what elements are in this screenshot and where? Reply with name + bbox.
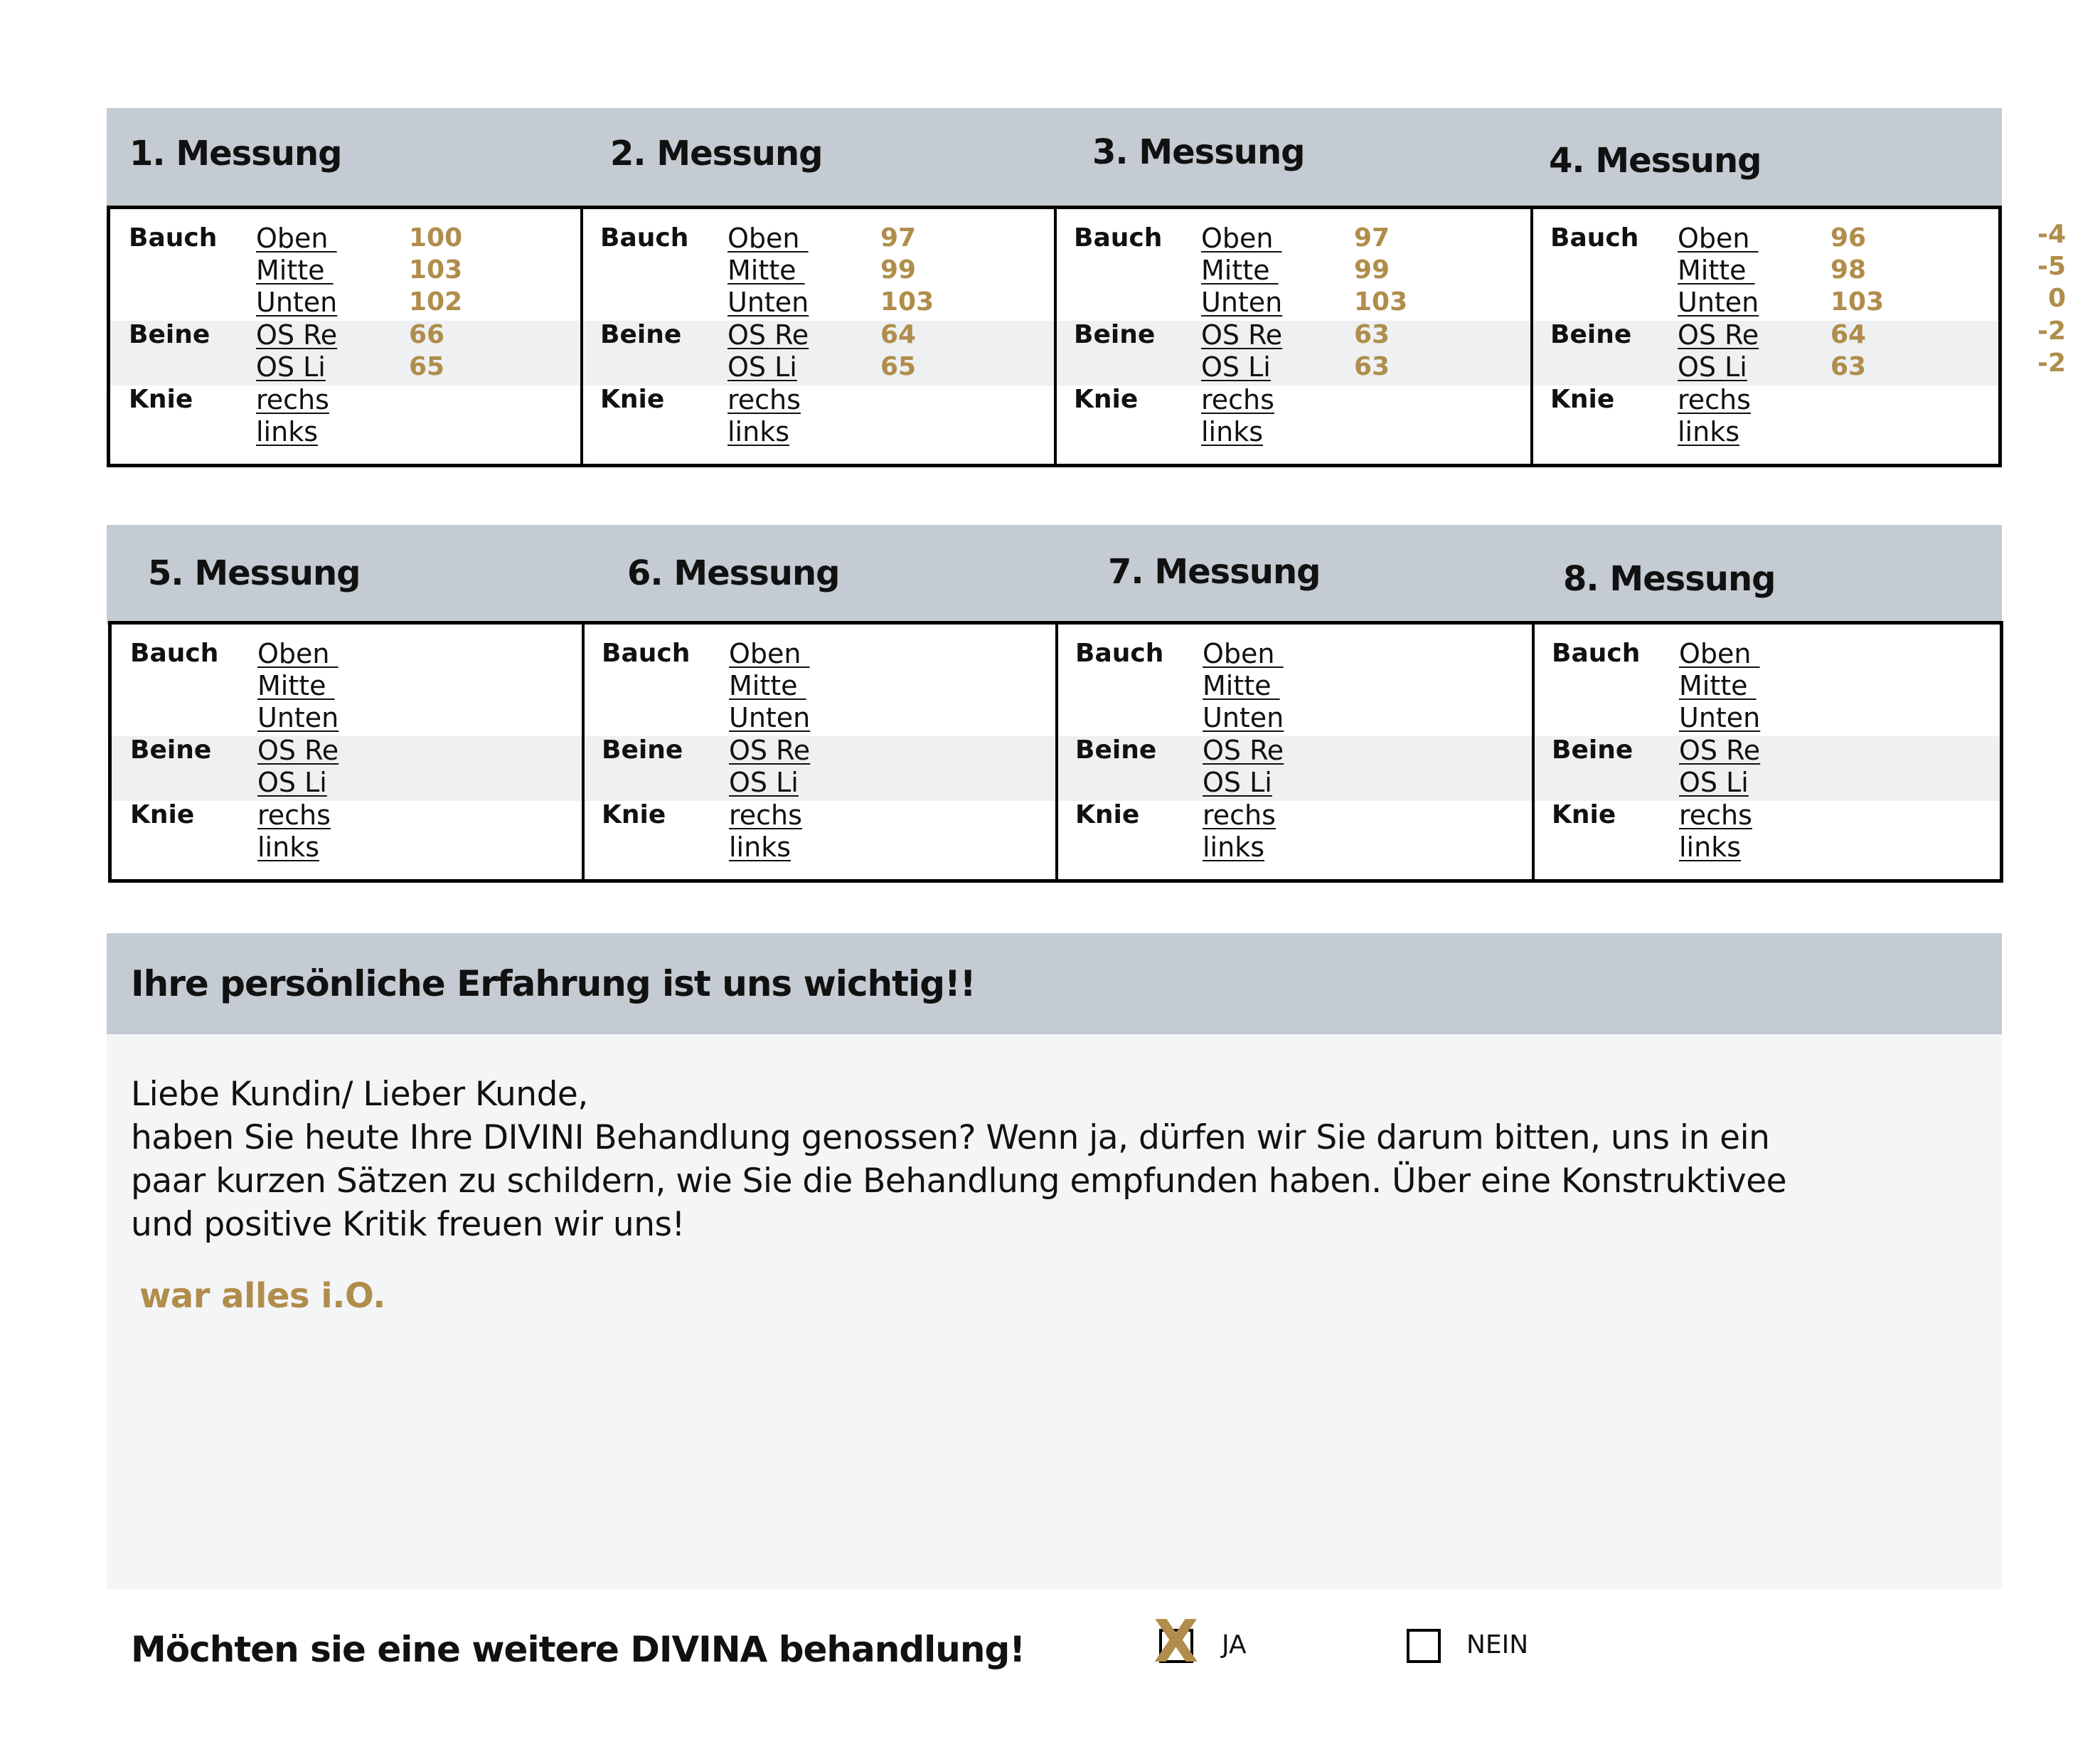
measurement-title-3: 3. Messung — [1092, 132, 1305, 172]
category-label: Bauch — [1074, 223, 1163, 253]
measurement-value[interactable]: 99 — [880, 255, 917, 285]
measurement-value[interactable]: 66 — [409, 320, 445, 349]
measurement-row — [1533, 734, 2000, 767]
row-label: Mitte — [257, 670, 335, 701]
measurement-value[interactable]: 97 — [1354, 223, 1390, 253]
row-label: OS Li — [729, 767, 799, 798]
category-label: Beine — [1552, 735, 1633, 765]
feedback-answer[interactable]: war alles i.O. — [139, 1276, 385, 1316]
row-label: rechs — [729, 799, 802, 831]
measurement-value[interactable]: 103 — [409, 255, 463, 285]
row-label: OS Li — [256, 351, 326, 383]
measurement-title-2: 2. Messung — [610, 134, 823, 174]
category-label: Beine — [1074, 320, 1156, 349]
yes-check-mark: X — [1153, 1608, 1199, 1676]
measurement-row — [583, 637, 1057, 670]
row-label: OS Re — [1203, 735, 1284, 766]
measurement-value[interactable]: 100 — [409, 223, 463, 253]
row-label: Mitte — [729, 670, 806, 701]
feedback-area[interactable] — [107, 1034, 2002, 1589]
row-label: links — [727, 416, 790, 447]
measurement-row — [1057, 734, 1533, 767]
category-label: Bauch — [602, 639, 691, 668]
row-label: Mitte — [1679, 670, 1757, 701]
feedback-line: Liebe Kundin/ Lieber Kunde, — [131, 1075, 588, 1114]
row-label: Oben — [1679, 638, 1760, 669]
measurement-column-8 — [1533, 625, 2000, 879]
row-label: Oben — [256, 223, 337, 254]
measurement-table-2 — [108, 621, 2003, 883]
difference-column — [0, 206, 2100, 467]
measurement-title-1: 1. Messung — [129, 134, 342, 174]
row-label: rechs — [727, 384, 801, 415]
measurement-value[interactable]: 103 — [880, 287, 934, 317]
measurement-value[interactable]: 64 — [1830, 320, 1867, 349]
row-label: Mitte — [1203, 670, 1280, 701]
no-checkbox[interactable] — [1407, 1629, 1441, 1663]
row-label: links — [1678, 416, 1740, 447]
category-label: Knie — [602, 800, 666, 829]
row-label: Unten — [257, 702, 339, 733]
category-label: Bauch — [1550, 223, 1639, 253]
measurement-row — [1057, 637, 1533, 670]
measurement-value[interactable]: 102 — [409, 287, 463, 317]
category-label: Beine — [1075, 735, 1157, 765]
measurement-row — [1057, 766, 1533, 799]
measurement-title-8: 8. Messung — [1563, 559, 1776, 599]
measurement-row — [1533, 701, 2000, 734]
row-label: Mitte — [1201, 255, 1279, 286]
measurement-value[interactable]: 96 — [1830, 223, 1867, 253]
measurement-value[interactable]: 65 — [409, 352, 445, 381]
row-label: Mitte — [727, 255, 805, 286]
category-label: Knie — [1074, 385, 1139, 414]
measurement-title-7: 7. Messung — [1108, 552, 1321, 592]
feedback-header — [107, 933, 2002, 1034]
measurement-row — [112, 799, 583, 831]
row-label: Oben — [729, 638, 810, 669]
measurement-title-5: 5. Messung — [148, 553, 361, 593]
category-label: Knie — [1552, 800, 1616, 829]
row-label: OS Re — [729, 735, 811, 766]
measurement-value[interactable]: 63 — [1354, 320, 1390, 349]
measurement-row — [112, 734, 583, 767]
measurement-header-band-1 — [107, 108, 2002, 208]
category-label: Knie — [1075, 800, 1140, 829]
measurement-value[interactable]: 98 — [1830, 255, 1867, 285]
measurement-column-7 — [1057, 625, 1533, 879]
measurement-row — [1533, 831, 2000, 864]
row-label: Unten — [729, 702, 811, 733]
row-label: Oben — [257, 638, 339, 669]
row-label: OS Re — [257, 735, 339, 766]
measurement-row — [112, 766, 583, 799]
row-label: OS Re — [1201, 319, 1283, 351]
row-label: rechs — [1678, 384, 1751, 415]
measurement-row — [583, 831, 1057, 864]
row-label: OS Li — [1678, 351, 1747, 383]
row-label: OS Li — [1203, 767, 1272, 798]
feedback-intro-text — [131, 1073, 1951, 1246]
row-label: OS Re — [256, 319, 338, 351]
measurement-value[interactable]: 97 — [880, 223, 917, 253]
category-label: Beine — [1550, 320, 1632, 349]
difference-value: -4 — [2037, 220, 2066, 249]
row-label: rechs — [257, 799, 331, 831]
rebook-question: Möchten sie eine weitere DIVINA behandlung! — [131, 1629, 1025, 1670]
row-label: links — [1203, 831, 1265, 863]
difference-value: -5 — [2037, 252, 2066, 281]
measurement-value[interactable]: 103 — [1354, 287, 1408, 317]
row-label: rechs — [1201, 384, 1274, 415]
measurement-row — [112, 701, 583, 734]
category-label: Knie — [1550, 385, 1615, 414]
measurement-title-6: 6. Messung — [627, 553, 840, 593]
measurement-row — [112, 637, 583, 670]
row-label: OS Re — [1678, 319, 1759, 351]
measurement-row — [1057, 831, 1533, 864]
measurement-row — [583, 799, 1057, 831]
difference-value: 0 — [2047, 284, 2066, 313]
category-label: Knie — [130, 800, 195, 829]
row-label: OS Li — [257, 767, 327, 798]
row-label: OS Li — [1679, 767, 1749, 798]
category-label: Bauch — [129, 223, 218, 253]
row-label: Mitte — [1678, 255, 1755, 286]
measurement-value[interactable]: 65 — [880, 352, 917, 381]
category-label: Bauch — [600, 223, 689, 253]
row-label: links — [1201, 416, 1264, 447]
measurement-row — [1057, 701, 1533, 734]
measurement-value[interactable]: 103 — [1830, 287, 1885, 317]
row-label: OS Re — [1679, 735, 1761, 766]
measurement-row — [1533, 766, 2000, 799]
measurement-value[interactable]: 63 — [1830, 352, 1867, 381]
measurement-row — [1057, 669, 1533, 702]
category-label: Beine — [602, 735, 683, 765]
measurement-row — [583, 701, 1057, 734]
feedback-line: und positive Kritik freuen wir uns! — [131, 1205, 685, 1244]
measurement-row — [1533, 799, 2000, 831]
row-label: links — [256, 416, 319, 447]
measurement-value[interactable]: 99 — [1354, 255, 1390, 285]
row-label: Oben — [727, 223, 809, 254]
row-label: links — [1679, 831, 1742, 863]
measurement-value[interactable]: 64 — [880, 320, 917, 349]
category-label: Bauch — [130, 639, 219, 668]
measurement-row — [583, 734, 1057, 767]
row-label: links — [257, 831, 320, 863]
category-label: Knie — [600, 385, 665, 414]
row-label: links — [729, 831, 792, 863]
row-label: OS Re — [727, 319, 809, 351]
measurement-column-5 — [112, 625, 583, 879]
row-label: Mitte — [256, 255, 334, 286]
category-label: Beine — [600, 320, 682, 349]
measurement-row — [1533, 637, 2000, 670]
category-label: Knie — [129, 385, 193, 414]
measurement-value[interactable]: 63 — [1354, 352, 1390, 381]
row-label: rechs — [256, 384, 329, 415]
yes-label: JA — [1222, 1630, 1247, 1659]
row-label: Unten — [727, 287, 809, 318]
row-label: Unten — [1678, 287, 1759, 318]
row-label: Oben — [1201, 223, 1282, 254]
no-label: NEIN — [1466, 1630, 1529, 1659]
row-label: Unten — [1679, 702, 1761, 733]
difference-value: -2 — [2037, 349, 2066, 378]
row-label: OS Li — [727, 351, 797, 383]
category-label: Bauch — [1552, 639, 1641, 668]
category-label: Beine — [130, 735, 212, 765]
feedback-heading: Ihre persönliche Erfahrung ist uns wichtig!! — [131, 963, 976, 1004]
category-label: Bauch — [1075, 639, 1164, 668]
row-label: Unten — [1203, 702, 1284, 733]
measurement-column-6 — [583, 625, 1057, 879]
measurement-row — [583, 766, 1057, 799]
row-label: Unten — [256, 287, 338, 318]
row-label: Oben — [1678, 223, 1759, 254]
feedback-line: paar kurzen Sätzen zu schildern, wie Sie die Behandlung empfunden haben. Über eine Konstruktivee — [131, 1162, 1787, 1201]
row-label: rechs — [1203, 799, 1276, 831]
measurement-row — [583, 669, 1057, 702]
measurement-row — [112, 831, 583, 864]
measurement-header-band-2 — [107, 525, 2002, 625]
measurement-row — [1533, 669, 2000, 702]
measurement-row — [1057, 799, 1533, 831]
row-label: OS Li — [1201, 351, 1271, 383]
row-label: Unten — [1201, 287, 1283, 318]
row-label: Oben — [1203, 638, 1284, 669]
category-label: Beine — [129, 320, 210, 349]
row-label: rechs — [1679, 799, 1752, 831]
measurement-row — [112, 669, 583, 702]
measurement-title-4: 4. Messung — [1549, 141, 1761, 181]
feedback-line: haben Sie heute Ihre DIVINI Behandlung genossen? Wenn ja, dürfen wir Sie darum bitten, uns in ein — [131, 1118, 1770, 1157]
difference-value: -2 — [2037, 317, 2066, 346]
